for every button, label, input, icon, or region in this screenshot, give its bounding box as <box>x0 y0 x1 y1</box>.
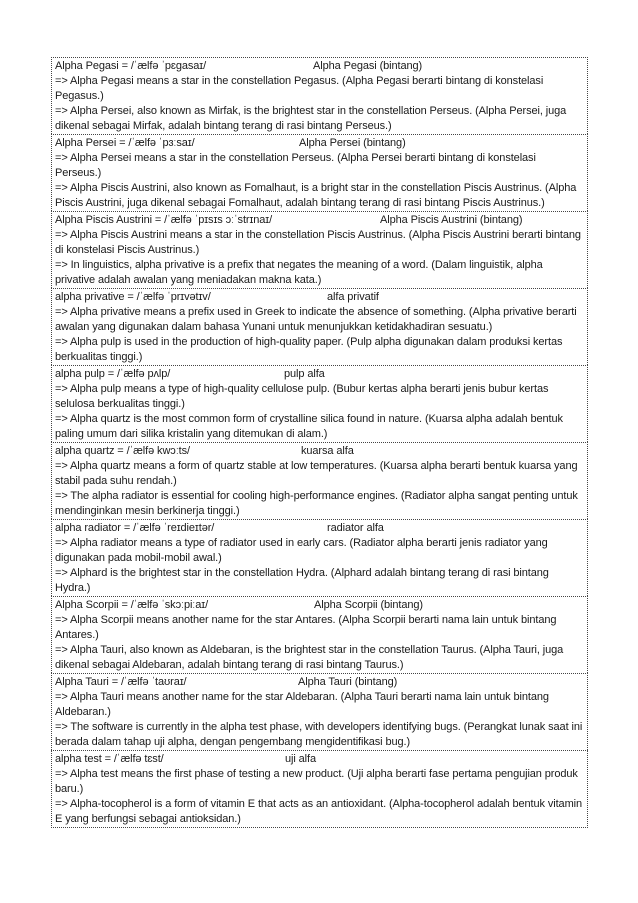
entry-alpha-scorpii <box>51 596 588 673</box>
entry-term: alpha privative = /ˈælfə ˈprɪvətɪv/ <box>55 291 211 303</box>
entry-alpha-persei <box>51 134 588 211</box>
entry-example-1: => Alpha privative means a prefix used in Greek to indicate the absence of something. (Alpha privative berarti awalan yang digunakan dalam bahasa Yunani untuk menunjukkan ketidakhadiran sesuatu.) <box>55 306 577 333</box>
entry-term: Alpha Tauri = /ˈælfə ˈtaʊraɪ/ <box>55 676 187 688</box>
entry-example-2: => The alpha radiator is essential for cooling high-performance engines. (Radiator alpha sangat penting untuk mendinginkan mesin berkinerja tinggi.) <box>55 490 578 517</box>
entry-translation: alfa privatif <box>327 291 379 303</box>
entry-example-2: => Alpha-tocopherol is a form of vitamin E that acts as an antioxidant. (Alpha-tocopherol adalah bentuk vitamin E yang berfungsi sebagai antioksidan.) <box>55 798 582 825</box>
entry-translation: Alpha Tauri (bintang) <box>298 676 398 688</box>
entry-example-2: => Alpha Tauri, also known as Aldebaran, is the brightest star in the constellation Taurus. (Alpha Tauri, juga dikenal sebagai Aldebaran, adalah bintang terang di rasi bintang Taurus.) <box>55 644 564 671</box>
entry-example-2: => The software is currently in the alpha test phase, with developers identifying bugs. (Perangkat lunak saat ini berada dalam tahap uji alpha, dengan pengembang mengidentifikasi bug.) <box>55 721 583 748</box>
entry-header <box>55 598 584 613</box>
entry-header <box>55 675 584 690</box>
entry-translation: Alpha Scorpii (bintang) <box>314 599 423 611</box>
entry-example-1: => Alpha Pegasi means a star in the constellation Pegasus. (Alpha Pegasi berarti bintang di konstelasi Pegasus.) <box>55 75 544 102</box>
entry-example-1: => Alpha pulp means a type of high-quality cellulose pulp. (Bubur kertas alpha berarti jenis bubur kertas selulosa berkualitas tinggi.) <box>55 383 549 410</box>
entry-term: alpha test = /ˈælfə tɛst/ <box>55 753 164 765</box>
entry-example-1: => Alpha test means the first phase of testing a new product. (Uji alpha berarti fase pertama pengujian produk baru.) <box>55 768 578 795</box>
entry-term: Alpha Persei = /ˈælfə ˈpɜːsaɪ/ <box>55 137 195 149</box>
entry-translation: uji alfa <box>285 753 316 765</box>
entry-example-2: => Alpha quartz is the most common form of crystalline silica found in nature. (Kuarsa alpha adalah bentuk paling umum dari silika kristalin yang ditemukan di alam.) <box>55 413 563 440</box>
entry-example-1: => Alpha Persei means a star in the constellation Perseus. (Alpha Persei berarti bintang di konstelasi Perseus.) <box>55 152 536 179</box>
entry-example-2: => In linguistics, alpha privative is a prefix that negates the meaning of a word. (Dalam linguistik, alpha privative adalah awalan yang meniadakan makna kata.) <box>55 259 543 286</box>
entry-header <box>55 290 584 305</box>
entry-header <box>55 213 584 228</box>
entry-example-2: => Alphard is the brightest star in the constellation Hydra. (Alphard adalah bintang terang di rasi bintang Hydra.) <box>55 567 549 594</box>
vocabulary-table <box>51 57 588 828</box>
entry-translation: Alpha Pegasi (bintang) <box>313 60 423 72</box>
entry-example-2: => Alpha pulp is used in the production of high-quality paper. (Pulp alpha digunakan dalam produksi kertas berkualitas tinggi.) <box>55 336 563 363</box>
entry-term: Alpha Pegasi = /ˈælfə ˈpɛgasaɪ/ <box>55 60 207 72</box>
entry-example-2: => Alpha Persei, also known as Mirfak, is the brightest star in the constellation Perseus. (Alpha Persei, juga dikenal sebagai Mirfak, adalah bintang terang di rasi bintang Perseus.) <box>55 105 567 132</box>
entry-translation: radiator alfa <box>327 522 384 534</box>
entry-translation: Alpha Persei (bintang) <box>299 137 406 149</box>
entry-term: Alpha Piscis Austrini = /ˈælfə ˈpɪsɪs ɔːˈstrɪnaɪ/ <box>55 214 273 226</box>
entry-alpha-piscis-austrini <box>51 211 588 288</box>
entry-term: Alpha Scorpii = /ˈælfə ˈskɔːpiːaɪ/ <box>55 599 209 611</box>
entry-alpha-quartz <box>51 442 588 519</box>
entry-translation: Alpha Piscis Austrini (bintang) <box>380 214 523 226</box>
entry-example-1: => Alpha Piscis Austrini means a star in the constellation Piscis Austrinus. (Alpha Piscis Austrini berarti bintang di konstelasi Piscis Austrinus.) <box>55 229 581 256</box>
entry-example-1: => Alpha Tauri means another name for the star Aldebaran. (Alpha Tauri berarti nama lain untuk bintang Aldebaran.) <box>55 691 549 718</box>
entry-header <box>55 752 584 767</box>
entry-alpha-radiator <box>51 519 588 596</box>
entry-header <box>55 367 584 382</box>
entry-term: alpha radiator = /ˈælfə ˈreɪdieɪtər/ <box>55 522 215 534</box>
entry-header <box>55 444 584 459</box>
entry-header <box>55 136 584 151</box>
entry-alpha-privative <box>51 288 588 365</box>
entry-term: alpha quartz = /ˈælfə kwɔːts/ <box>55 445 190 457</box>
entry-header <box>55 59 584 74</box>
entry-alpha-tauri <box>51 673 588 750</box>
entry-translation: kuarsa alfa <box>301 445 354 457</box>
entry-example-1: => Alpha radiator means a type of radiator used in early cars. (Radiator alpha berarti jenis radiator yang digunakan pada mobil-mobil awal.) <box>55 537 548 564</box>
entry-example-2: => Alpha Piscis Austrini, also known as Fomalhaut, is a bright star in the constellation Piscis Austrinus. (Alpha Piscis Austrini, juga dikenal sebagai Fomalhaut, adalah bintang terang di rasi bintang Piscis Austrinus.) <box>55 182 577 209</box>
entry-example-1: => Alpha quartz means a form of quartz stable at low temperatures. (Kuarsa alpha berarti bentuk kuarsa yang stabil pada suhu rendah.) <box>55 460 578 487</box>
entry-alpha-pegasi <box>51 57 588 134</box>
entry-example-1: => Alpha Scorpii means another name for the star Antares. (Alpha Scorpii berarti nama lain untuk bintang Antares.) <box>55 614 557 641</box>
entry-alpha-test <box>51 750 588 828</box>
entry-translation: pulp alfa <box>284 368 325 380</box>
entry-term: alpha pulp = /ˈælfə pʌlp/ <box>55 368 171 380</box>
entry-header <box>55 521 584 536</box>
entry-alpha-pulp <box>51 365 588 442</box>
